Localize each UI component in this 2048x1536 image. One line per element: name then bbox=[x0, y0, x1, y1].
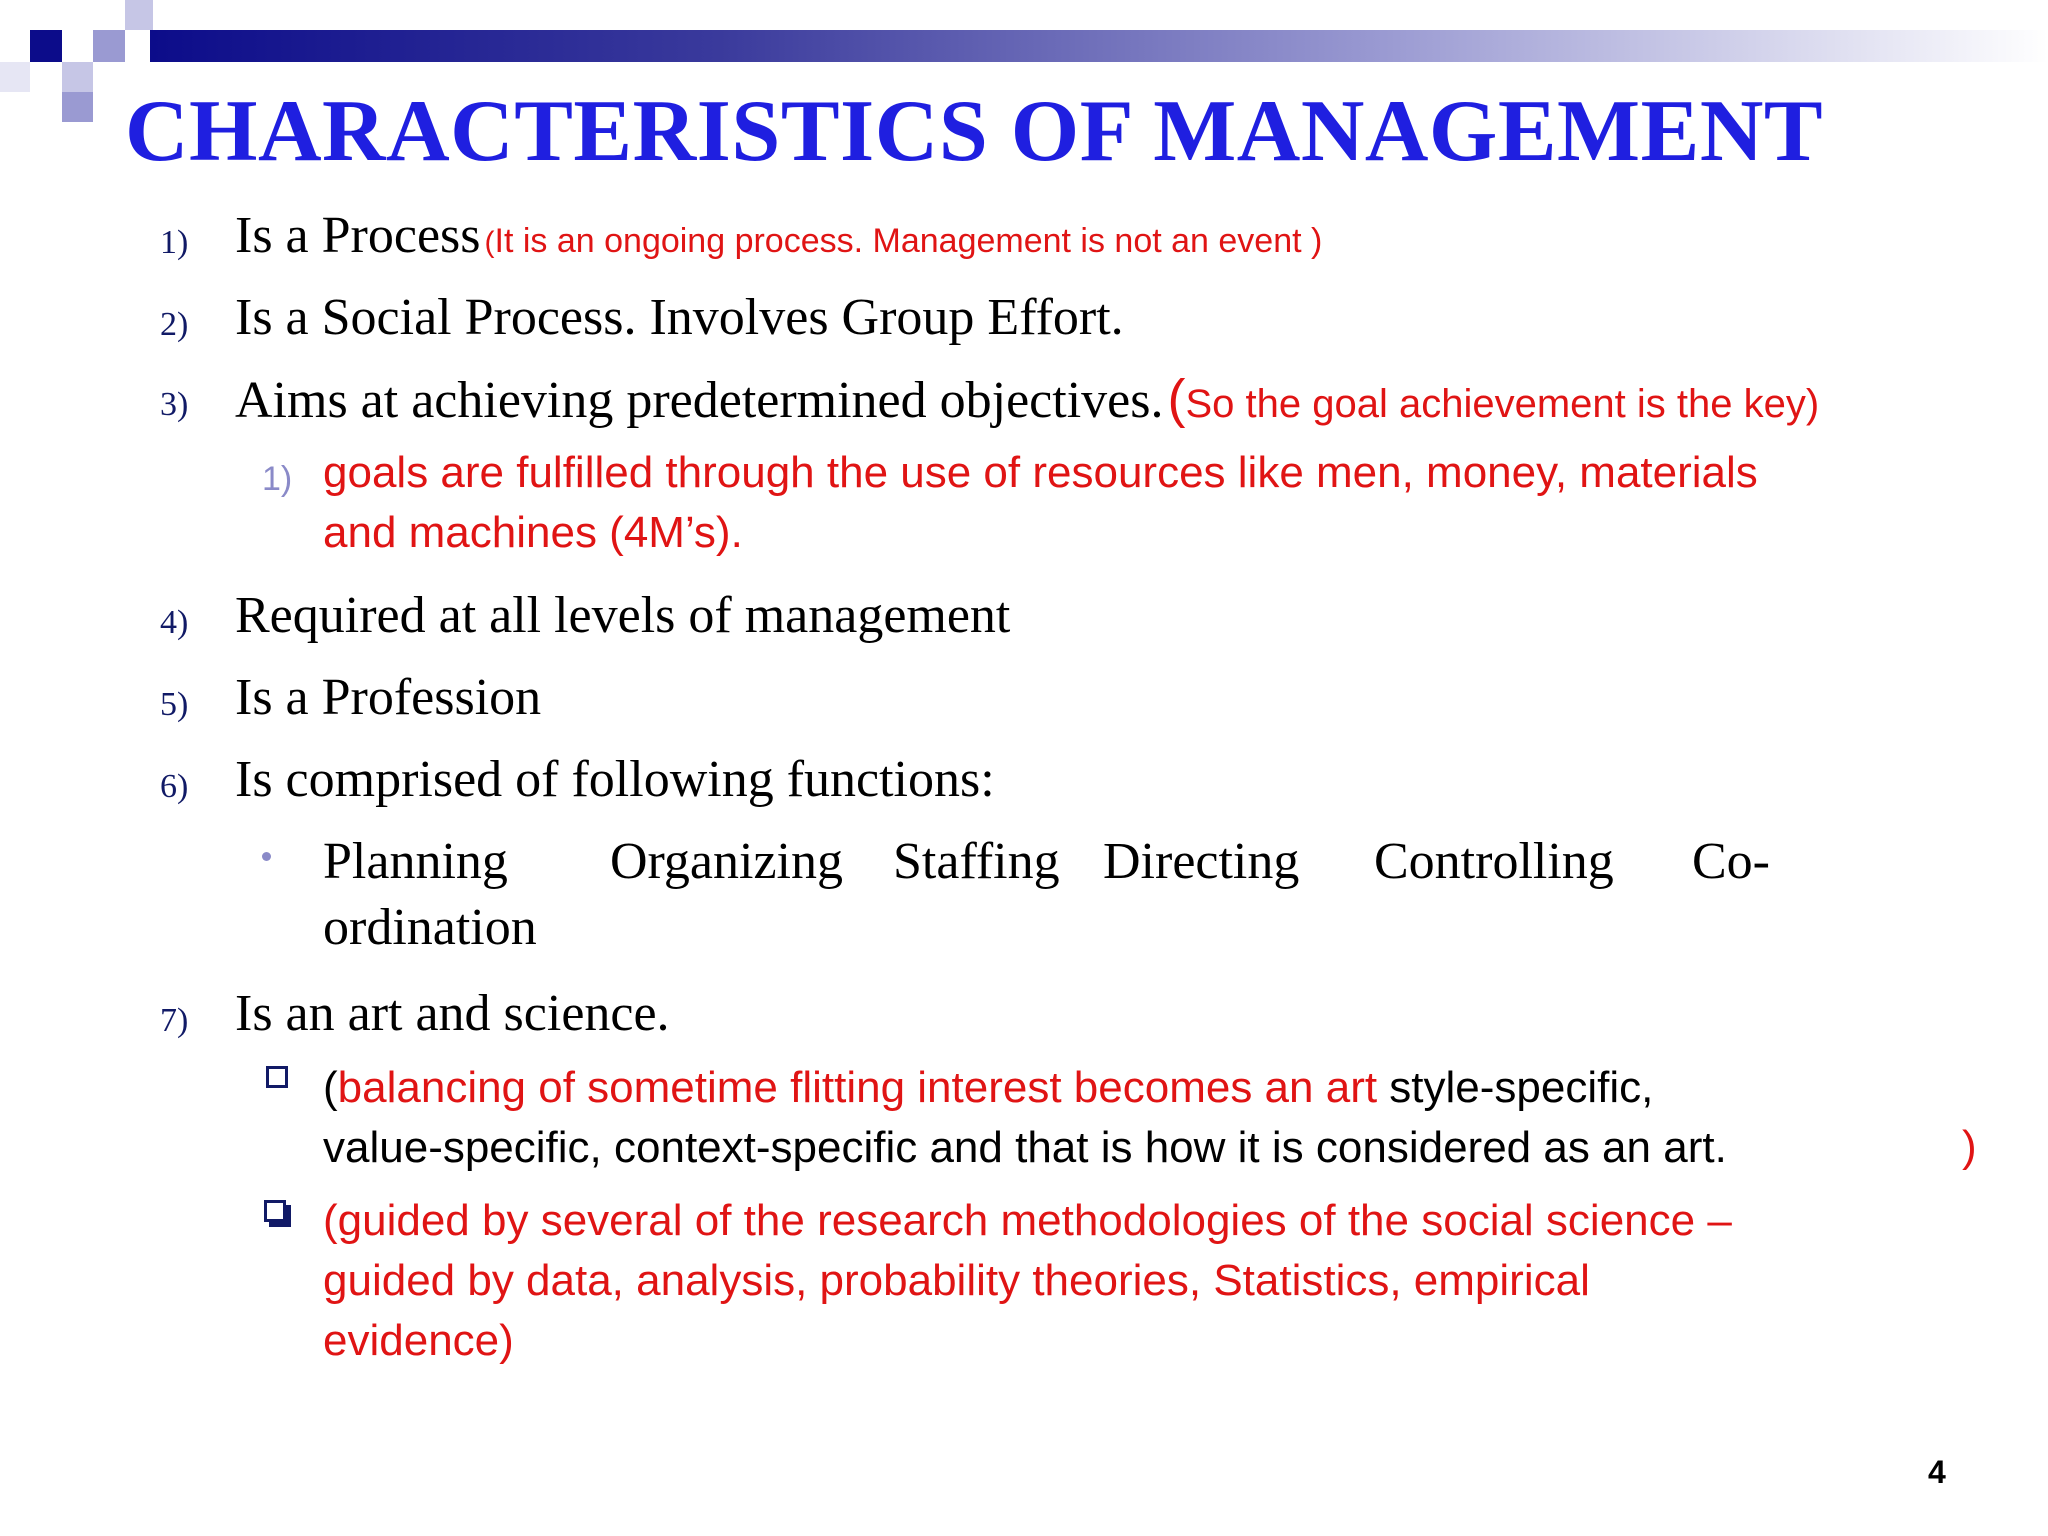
header-gradient-bar bbox=[150, 30, 2048, 62]
sub-item-line: goals are fulfilled through the use of resources like men, money, materials bbox=[323, 448, 1758, 497]
list-number: 1) bbox=[160, 224, 189, 261]
art-line-2 bbox=[323, 1122, 1727, 1173]
decorative-square bbox=[62, 92, 93, 122]
list-number: 3) bbox=[160, 386, 189, 423]
science-line-3: evidence) bbox=[323, 1316, 514, 1365]
square-bullet-shadow-icon bbox=[264, 1200, 286, 1222]
function-staffing: Staffing bbox=[893, 833, 1060, 890]
list-number: 2) bbox=[160, 306, 189, 343]
list-item-note: It is an ongoing process. Management is not an event ) bbox=[494, 222, 1323, 260]
list-item-text: Is comprised of following functions: bbox=[235, 751, 995, 808]
list-item-note: So the goal achievement is the key) bbox=[1185, 382, 1820, 426]
list-item-7 bbox=[235, 984, 670, 1043]
list-item-2 bbox=[235, 288, 1124, 347]
slide-title: CHARACTERISTICS OF MANAGEMENT bbox=[125, 83, 1824, 180]
art-black-text-2: value-specific, context-specific and that is how it is considered as an art. bbox=[323, 1123, 1727, 1172]
square-bullet-icon bbox=[266, 1066, 288, 1088]
art-line-1 bbox=[323, 1062, 1653, 1113]
page-number: 4 bbox=[1928, 1454, 1946, 1490]
list-item-6 bbox=[235, 750, 995, 809]
science-line-2: guided by data, analysis, probability theories, Statistics, empirical bbox=[323, 1256, 1590, 1305]
list-item-text: Required at all levels of management bbox=[235, 587, 1011, 644]
art-red-text: balancing of sometime flitting interest becomes an art bbox=[337, 1063, 1378, 1112]
bullet-dot-icon bbox=[262, 852, 271, 861]
list-item-text: Aims at achieving predetermined objectives. bbox=[235, 372, 1164, 429]
list-item-5 bbox=[235, 668, 541, 727]
decorative-square bbox=[93, 30, 125, 62]
list-number: 6) bbox=[160, 768, 189, 805]
list-number: 7) bbox=[160, 1002, 189, 1039]
list-number: 4) bbox=[160, 604, 189, 641]
note-open-paren: ( bbox=[1167, 369, 1186, 429]
list-item-3 bbox=[235, 368, 1819, 430]
science-line-1: (guided by several of the research methodologies of the social science – bbox=[323, 1196, 1732, 1245]
art-open-paren: ( bbox=[323, 1063, 338, 1112]
list-item-text: Is a Process bbox=[235, 207, 481, 264]
list-number: 5) bbox=[160, 686, 189, 723]
art-black-text: style-specific, bbox=[1377, 1063, 1654, 1112]
sub-item-line: and machines (4M’s). bbox=[323, 508, 743, 557]
function-directing: Directing bbox=[1103, 833, 1300, 890]
note-open-paren: ( bbox=[484, 226, 495, 259]
function-organizing: Organizing bbox=[610, 833, 843, 890]
list-item-text: Is a Profession bbox=[235, 669, 542, 726]
list-item-text: Is an art and science. bbox=[235, 985, 670, 1042]
function-coordination: Co- bbox=[1692, 833, 1770, 890]
list-item-text: Is a Social Process. Involves Group Effort. bbox=[235, 289, 1124, 346]
function-planning: Planning bbox=[323, 833, 508, 890]
art-close-paren: ) bbox=[1962, 1122, 1977, 1171]
function-controlling: Controlling bbox=[1374, 833, 1614, 890]
decorative-square bbox=[125, 0, 153, 30]
sub-list-number: 1) bbox=[262, 460, 293, 498]
decorative-square bbox=[0, 62, 30, 92]
list-item-1 bbox=[235, 206, 1322, 265]
decorative-square bbox=[62, 62, 93, 92]
function-coordination-wrap: ordination bbox=[323, 899, 537, 956]
list-item-4 bbox=[235, 586, 1010, 645]
decorative-square bbox=[30, 30, 62, 62]
